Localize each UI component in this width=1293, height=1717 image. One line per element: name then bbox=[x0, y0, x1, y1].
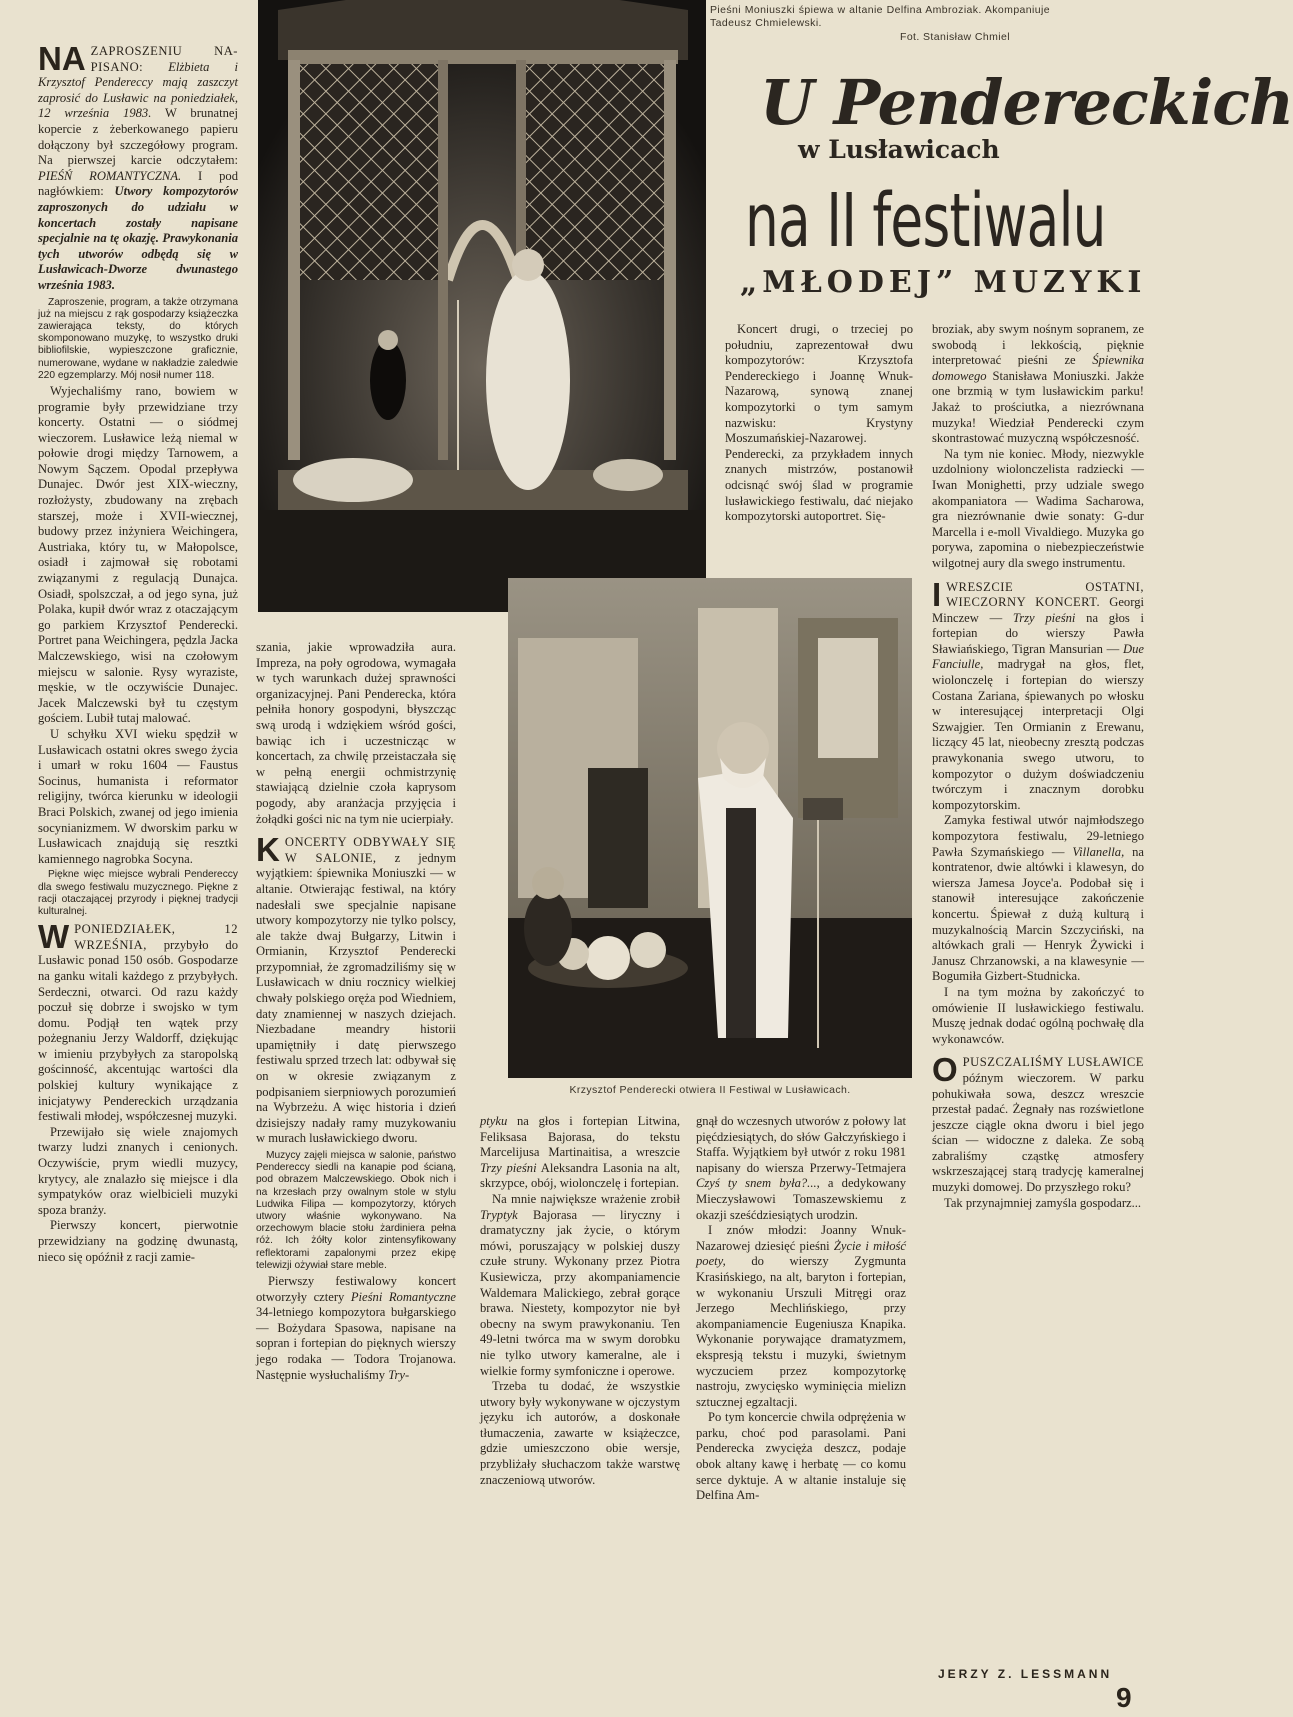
paragraph: ptyku na głos i fortepian Litwina, Feliksasa Bajorasa, do tekstu Marcelijusa Martinaitisa, a wreszcie Trzy pieśni Aleksandra Lasonia na alt, skrzypce, obój, wiolonczelę i fortepian. bbox=[480, 1114, 680, 1191]
paragraph: Wyjechaliśmy rano, bowiem w programie były przewidziane trzy koncerty. Ostatni — o siódmej wieczorem. Lusławice leżą niemal w połowie drogi między Tarnowem, a Nowym Sączem. Opodal przepływa Dunajec. Dwór jest XIX-wieczny, rozłożysty, zbudowany na zrębach starszej, może i XVII-wiecznej, budowy przez inżyniera Weichingera, Austriaka, który tu, w Małopolsce, osiadł i zajmował się robotami związanymi z regulacją Dunajca. Osiadł, spolszczał, a od jego syna, już Polaka, kupił dwór wraz z otaczającym go parkiem Krzysztof Penderecki. Portret pana Weichingera, pędzla Jacka Malczewskiego, wisi na czołowym miejscu w salonie. Rysy wyraziste, męskie, w tle oczywiście Dunajec. Jacek Malczewski był tu częstym gościem. Lubił tutaj malować. bbox=[38, 383, 238, 726]
article-column-3 bbox=[480, 1114, 680, 1488]
invitation-note: Zaproszenie, program, a także otrzymana już na miejscu z rąk gospodarzy książeczka zawierająca teksty, do których skomponowano muzykę, to wszystko druki bibliofilskie, wypieszczone graficznie, numerowane, wydane w nakładzie zaledwie 220 egzemplarzy. Mój nosił numer 118. bbox=[38, 296, 238, 381]
title-script: U Pendereckich bbox=[760, 66, 1293, 139]
article-column-2 bbox=[256, 640, 456, 1383]
paragraph: U schyłku XVI wieku spędził w Lusławicach ostatni okres swego życia i umarł w roku 1604 — Faustus Socinus, humanista i reformator religijny, twórca kierunku w ideologii Braci Polskich, zwanej od jego imienia socynianizmem. W dworskim parku w Lusławicach znajdują się resztki kamiennego nagrobka Socyna. bbox=[38, 726, 238, 866]
paragraph: Trzeba tu dodać, że wszystkie utwory były wykonywane w ojczystym języku ich autorów, a doskonałe tłumaczenia, zawarte w książeczce, gdzie umieszczono obie wersje, przybliżały słuchaczom także warstwę znaczeniową utworów. bbox=[480, 1379, 680, 1487]
page-number: 9 bbox=[1116, 1682, 1132, 1713]
article-column-5 bbox=[932, 322, 1144, 1211]
article-column-4-bottom bbox=[696, 1114, 906, 1504]
title-line-2: w Lusławicach bbox=[798, 135, 1000, 164]
paragraph: KONCERTY ODBYWAŁY SIĘ W SALONIE, z jednym wyjątkiem: śpiewnika Moniuszki — w altanie. Otwierając festiwal, na który nadesłali swe specjalnie napisane utwory kompozytorzy nie tylko polscy, ale także dwaj Bułgarzy, Litwin i Ormianin, Krzysztof Penderecki przypomniał, że zgromadziliśmy się w Lusławicach w dniu rocznicy wielkiej chwały polskiego oręża pod Wiedniem, daty znamiennej w naszych dziejach. Niezbadane meandry historii upamiętniły i datę pierwszego festiwalu sprzed trzech lat: odbywał się on w okresie związanym z podpisaniem sierpniowych porozumień na Wybrzeżu. A więc historia i dzień dzisiejszy nadały ramy muzykowaniu w murach lusławickiego dworu. bbox=[256, 831, 457, 1146]
intro-paragraph: NA ZAPROSZENIU NA-PISANO: Elżbieta i Krzysztof Pendereccy mają zaszczyt zaprosić do Lusławic na poniedziałek, 12 września 1983. W brunatnej kopercie z żeberkowanego papieru dołączony był szczegółowy program. Na pierwszej karcie odczytałem: PIEŚŃ ROMANTYCZNA. I pod nagłówkiem: Utwory kompozytorów zaproszonych do udziału w koncertach zostały napisane specjalnie na tę okazję. Prawykonania tych utworów odbędą się w Lusławicach-Dworze dwunastego września 1983. bbox=[38, 40, 238, 292]
paragraph: broziak, aby swym nośnym sopranem, ze swobodą i lekkością, pięknie interpretować pieśni ze Śpiewnika domowego Stanisława Moniuszki. Jakże one brzmią w tym lusławickim parku! Jakaż to prościutka, a niezrównana muzyka! Wiedział Penderecki czym skontrastować muzyczną współczesność. bbox=[932, 322, 1144, 446]
author-signature: JERZY Z. LESSMANN bbox=[938, 1667, 1113, 1681]
paragraph: I na tym można by zakończyć to omówienie II lusławickiego festiwalu. Muszę jednak dodać ogólną pochwałę dla wykonawców. bbox=[932, 984, 1144, 1046]
paragraph: Na mnie największe wrażenie zrobił Tryptyk Bajorasa — liryczny i dramatyczny jak życie, o którym mówi, poruszający w polskiej duszy czułe struny. Wykonany przez Piotra Kusiewicza, przy akompaniamencie Waldemara Malickiego, zebrał gorące brawa. Niestety, kompozytor nie był obecny na swym prawykonaniu. Ten 49-letni twórca ma w swym dorobku nie tylko utwory kameralne, ale i wielkie formy symfoniczne i operowe. bbox=[480, 1191, 680, 1378]
paragraph: Zamyka festiwal utwór najmłodszego kompozytora festiwalu, 29-letniego Pawła Szymańskiego — Villanella, na kontratenor, dwie altówki i klawesyn, do wiersza Jamesa Joyce'a. Podobał się i stanowił interesujące zakończenie koncertu. Śpiewał z dużą kulturą i muzykalnością Marcin Szczyciński, na altówkach grali — Henryk Żywicki i Janusz Chrzanowski, a na klawesynie — Bogumiła Gizbert-Studnicka. bbox=[932, 813, 1144, 984]
penderecki-photo-image bbox=[508, 578, 912, 1078]
drop-cap: NA bbox=[38, 40, 86, 77]
paragraph: szania, jakie wprowadziła aura. Impreza, na poły ogrodowa, wymagała w tych warunkach dużej sprawności organizacyjnej. Pani Penderecka, która pełniła honory gospodyni, błyszcząc swą urodą i wdziękiem wśród gości, bawiąc ich i uczestnicząc w koncertach, za chwilę przeistaczała się w pełną energii ochmistrzynię stawiającą dzielnie czoła kaprysom pogody, aby aranżacja przyjęcia i żołądki gości nic na tym nie ucierpiały. bbox=[256, 640, 456, 826]
note: Muzycy zajęli miejsca w salonie, państwo Pendereccy siedli na kanapie pod ścianą, pod obrazem Malczewskiego. Obok nich i na krzesłach przy owalnym stole w stylu Ludwika Filipa — kompozytorzy, których utwory właśnie wykonywano. Na orzechowym blacie stołu żardiniera pełna róż. Ich żółty kolor zintensyfikowany reflektorami zapalonymi przez ekipę telewizji ożywiał stare meble. bbox=[256, 1150, 456, 1271]
photo-caption-penderecki: Krzysztof Penderecki otwiera II Festiwal w Lusławicach. bbox=[569, 1084, 851, 1096]
paragraph: OPUSZCZALIŚMY LUSŁAWICE późnym wieczorem. W parku pohukiwała sowa, deszcz wreszcie przestał padać. Żegnały nas rozświetlone jeszcze ciągle okna dworu i biel jego ścian — widoczne z daleka. Ze sobą zabraliśmy cząstkę atmosfery wskrzeszającej starą tradycję kameralnej muzyki domowej. Do przyszłego roku? bbox=[932, 1051, 1144, 1195]
paragraph: IWRESZCIE OSTATNI, WIECZORNY KONCERT. Georgi Minczew — Trzy pieśni na głos i fortepian do wierszy Pawła Sławiańskiego, Tigran Mansurian — Due Fanciulle, madrygał na głos, flet, wiolonczelę i fortepian do wierszy Costana Zariana, śpiewanych po włosku w interesującej interpretacji Olgi Szwajgier. Ten Ormianin z Erewanu, liczący 45 lat, nieobecny zresztą podczas prawykonania swego utworu, to kompozytor o dużym doświadczeniu twórczym i znacznym dorobku kompozytorskim. bbox=[932, 575, 1144, 812]
photo-gazebo-singer bbox=[258, 0, 706, 612]
paragraph: I znów młodzi: Joanny Wnuk-Nazarowej dziesięć pieśni Życie i miłość poety, do wierszy Zygmunta Krasińskiego, na alt, baryton i fortepian, w wykonaniu Urszuli Mitręgi oraz Jerzego Mechlińskiego, przy akompaniamencie Eugeniusza Knapika. Wykonanie porywające dramatyzmem, ekspresją tekstu i muzyki, świetnym wyczuciem przez kompozytorkę nastroju, zwycięsko wyminięcia mielizn sztucznej egzaltacji. bbox=[696, 1223, 906, 1409]
photo-caption-gazebo: Pieśni Moniuszki śpiewa w altanie Delfina Ambroziak. Akompaniuje Tadeusz Chmielewski. bbox=[710, 4, 1050, 29]
paragraph: Tak przynajmniej zamyśla gospodarz... bbox=[944, 1195, 1142, 1210]
paragraph: Przewijało się wiele znajomych twarzy ludzi znanych i cenionych. Oczywiście, prym wiedli muzycy, krytycy, ale znalazło się miejsce i dla sympatyków oraz wielbicieli muzyki spoza branży. bbox=[38, 1124, 238, 1217]
paragraph: Po tym koncercie chwila odprężenia w parku, choć pod parasolami. Pani Penderecka zwycięża deszcz, podaje obok altany kawę i herbatę — co komu serce dyktuje. A w altanie instaluje się Delfina Am- bbox=[696, 1410, 906, 1503]
article-column-1 bbox=[38, 40, 238, 1265]
gazebo-photo-image bbox=[258, 0, 706, 612]
paragraph: WPONIEDZIAŁEK, 12 WRZEŚNIA, przybyło do Lusławic ponad 150 osób. Gospodarze na ganku witali każdego z przybyłych. Serdeczni, otwarci. Od razu każdy poczuł się dobrze i swojsko w tym domu. Podjął ten wątek przy pożegnaniu Jerzy Waldorff, dziękując w imieniu przybyłych za staropolską gościnność, akcentując wartości dla polskiej kultury wynikające z inicjatywy Pendereckich urządzania festiwali młodej, współczesnej muzyki. bbox=[38, 918, 238, 1124]
photo-penderecki bbox=[508, 578, 912, 1078]
paragraph: Na tym nie koniec. Młody, niezwykle uzdolniony wiolonczelista radziecki — Iwan Monighetti, przy udziale swego akompaniatora — Wadima Sacharowa, gra niezrównanie dwie sonaty: G-dur Marcella i e-moll Vivaldiego. Muzyka go porywa, zapomina o niebezpieczeństwie wilgotnej aury dla swego instrumentu. bbox=[932, 446, 1144, 570]
article-column-4-top bbox=[725, 322, 913, 525]
paragraph: Pierwszy festiwalowy koncert otworzyły cztery Pieśni Romantyczne 34-letniego kompozytora bułgarskiego — Bożydara Spasowa, napisane na sopran i fortepian do pięknych wierszy jego rodaka — Todora Trojanowa. Następnie wysłuchaliśmy Try- bbox=[256, 1274, 456, 1382]
paragraph: Pierwszy koncert, pierwotnie przewidziany na godzinę dwunastą, nieco się opóźnił z racji zamie- bbox=[38, 1218, 238, 1264]
paragraph: Koncert drugi, o trzeciej po południu, zaprezentował dwu kompozytorów: Krzysztofa Pendereckiego i Joannę Wnuk-Nazarową, synową znanej kompozytorki o tym samym nazwisku: Krystyny Moszumańskiej-Nazarowej. Penderecki, za przykładem innych znanych mistrzów, postanowił odcisnąć swój ślad w programie lusławickiego festiwalu, dać niejako kompozytorski autoportret. Się- bbox=[725, 322, 913, 524]
title-line-3: na II festiwalu bbox=[745, 178, 1106, 264]
photo-credit: Fot. Stanisław Chmiel bbox=[900, 31, 1010, 43]
paragraph: gnął do wczesnych utworów z połowy lat pięćdziesiątych, do słów Gałczyńskiego i Staffa. Wyjątkiem był utwór z roku 1981 napisany do wiersza Przerwy-Tetmajera Czyś ty snem była?..., a dedykowany Mieczysławowi Tomaszewskiemu z okazji sześćdziesiątych urodzin. bbox=[696, 1114, 906, 1222]
title-line-4: „MŁODEJ” MUZYKI bbox=[740, 265, 1147, 300]
note: Piękne więc miejsce wybrali Pendereccy dla swego festiwalu muzycznego. Piękne z racji otaczającej przyrody i pięknej tradycji kulturalnej. bbox=[38, 869, 238, 917]
